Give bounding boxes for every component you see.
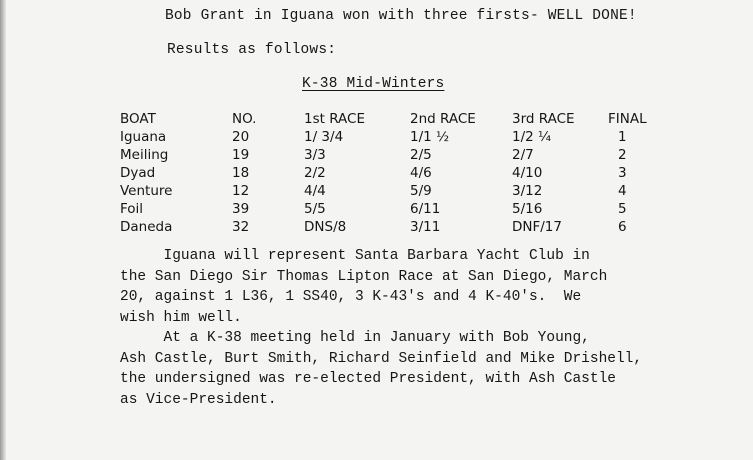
cell-2nd-race: 1/1 ½: [410, 129, 450, 145]
cell-no: 39: [232, 201, 250, 217]
header-3rd-race: 3rd RACE: [512, 111, 575, 127]
table-title: K-38 Mid-Winters: [302, 76, 445, 92]
cell-boat: Iguana: [120, 129, 167, 145]
cell-2nd-race: 3/11: [410, 219, 441, 235]
cell-3rd-race: 1/2 ¼: [512, 129, 552, 145]
cell-final: 5: [618, 201, 627, 217]
header-final: FINAL: [608, 111, 647, 127]
header-boat: BOAT: [120, 111, 156, 127]
cell-3rd-race: 5/16: [512, 201, 543, 217]
cell-boat: Dyad: [120, 165, 156, 181]
page-edge-shadow: [0, 0, 6, 460]
cell-2nd-race: 6/11: [410, 201, 441, 217]
table-row: [120, 146, 678, 164]
cell-final: 3: [618, 165, 627, 181]
cell-no: 19: [232, 147, 250, 163]
cell-3rd-race: 2/7: [512, 147, 534, 163]
cell-2nd-race: 2/5: [410, 147, 432, 163]
intro-line: Bob Grant in Iguana won with three firsts- WELL DONE!: [165, 8, 637, 24]
table-row: [120, 218, 678, 236]
cell-no: 12: [232, 183, 250, 199]
header-2nd-race: 2nd RACE: [410, 111, 476, 127]
cell-3rd-race: 3/12: [512, 183, 543, 199]
results-table: [120, 110, 678, 236]
cell-1st-race: DNS/8: [304, 219, 347, 235]
cell-2nd-race: 4/6: [410, 165, 432, 181]
header-no: NO.: [232, 111, 257, 127]
cell-3rd-race: 4/10: [512, 165, 543, 181]
paragraph-line: wish him well.: [120, 309, 242, 326]
paragraph-line: the San Diego Sir Thomas Lipton Race at San Diego, March: [120, 268, 608, 285]
cell-boat: Meiling: [120, 147, 169, 163]
paragraph-meeting: [120, 328, 642, 410]
paragraph-line: as Vice-President.: [120, 391, 277, 408]
paragraph-line: At a K-38 meeting held in January with Bob Young,: [120, 330, 590, 346]
cell-1st-race: 4/4: [304, 183, 326, 199]
cell-no: 20: [232, 129, 250, 145]
cell-final: 2: [618, 147, 627, 163]
cell-boat: Foil: [120, 201, 144, 217]
table-row: [120, 128, 678, 146]
paragraph-line: Iguana will represent Santa Barbara Yacht Club in: [120, 248, 590, 264]
cell-3rd-race: DNF/17: [512, 219, 562, 235]
paragraph-line: 20, against 1 L36, 1 SS40, 3 K-43's and 4 K-40's. We: [120, 289, 582, 305]
header-1st-race: 1st RACE: [304, 111, 365, 127]
cell-1st-race: 2/2: [304, 165, 326, 181]
cell-no: 18: [232, 165, 250, 181]
cell-boat: Daneda: [120, 219, 173, 235]
paragraph-lipton-race: [120, 246, 607, 328]
cell-no: 32: [232, 219, 250, 235]
cell-1st-race: 1/ 3/4: [304, 129, 344, 145]
cell-1st-race: 3/3: [304, 147, 326, 163]
table-row: [120, 164, 678, 182]
cell-1st-race: 5/5: [304, 201, 326, 217]
cell-final: 4: [618, 183, 627, 199]
table-header-row: [120, 110, 678, 128]
table-row: [120, 200, 678, 218]
table-row: [120, 182, 678, 200]
paragraph-line: the undersigned was re-elected President, with Ash Castle: [120, 371, 616, 387]
results-heading: Results as follows:: [167, 42, 337, 58]
cell-final: 6: [618, 219, 627, 235]
paragraph-line: Ash Castle, Burt Smith, Richard Seinfield and Mike Drishell,: [120, 350, 643, 367]
cell-final: 1: [618, 129, 627, 145]
cell-boat: Venture: [120, 183, 173, 199]
cell-2nd-race: 5/9: [410, 183, 432, 199]
